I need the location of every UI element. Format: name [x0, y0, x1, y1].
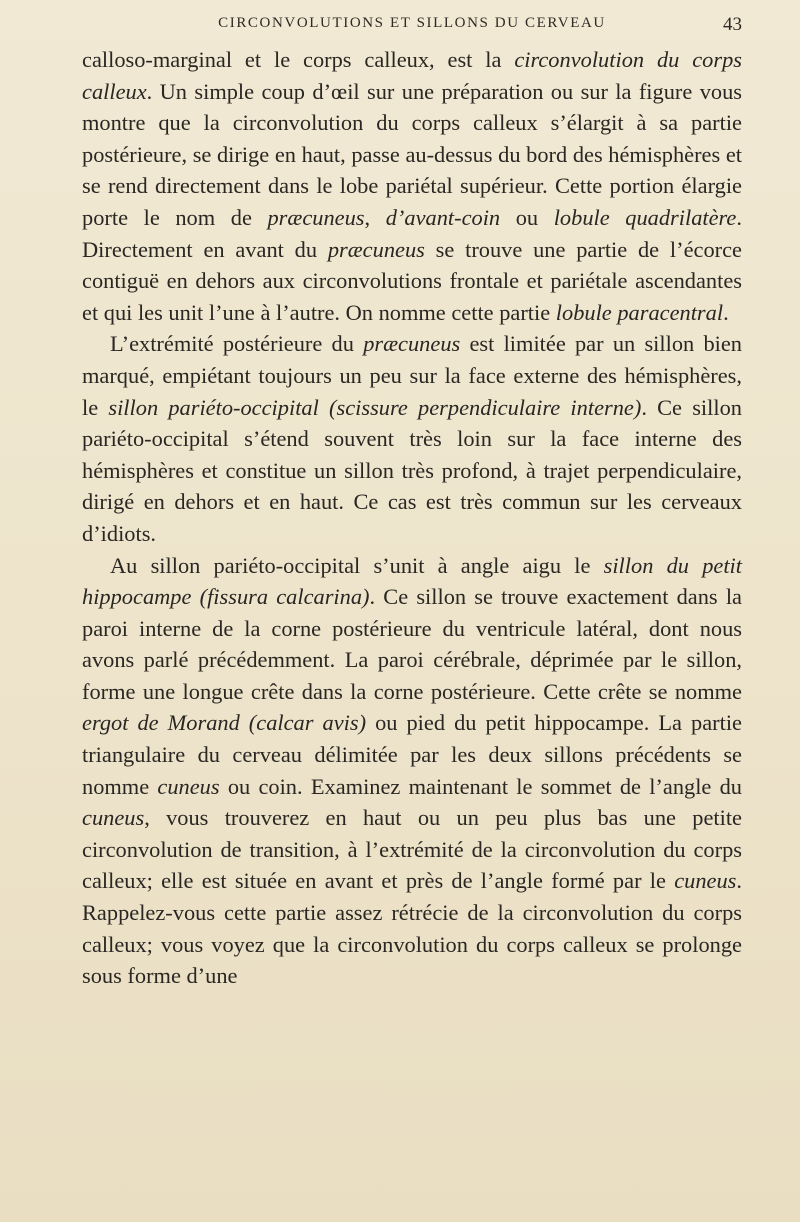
italic-term: lobule quadrilatère — [553, 204, 737, 230]
italic-term: circonvolution du corps calleux — [82, 47, 742, 104]
text-run: ou pied du petit hippocampe. La partie triangulaire du cerveau délimitée par les deux sillons précédents se nomme — [82, 710, 742, 799]
italic-term: sillon pariéto-occipital (scissure perpendiculaire interne) — [108, 394, 642, 420]
italic-term: cuneus — [82, 805, 145, 831]
text-run: , vous trouverez en haut ou un peu plus bas une petite circonvolution de transition, à l’extrémité de la circonvolution du corps calleux; elle est située en avant et près de l’angle formé par le — [82, 805, 742, 894]
italic-term: d’avant-coin — [385, 204, 501, 230]
text-run: . Ce sillon se trouve exactement dans la paroi interne de la corne postérieure du ventricule latéral, dont nous avons parlé précédemment. La paroi cérébrale, déprimée par le sillon, forme une longue crête dans la corne postérieure. Cette crête se nomme — [82, 584, 742, 704]
italic-term: ergot de Morand (calcar avis) — [82, 710, 367, 736]
text-run: , — [364, 204, 386, 230]
italic-term: præcuneus — [363, 331, 461, 357]
paragraph — [82, 550, 742, 992]
paragraph — [82, 44, 742, 328]
text-run: calloso-marginal et le corps calleux, est la — [82, 47, 515, 72]
running-title: CIRCONVOLUTIONS ET SILLONS DU CERVEAU — [218, 15, 606, 31]
text-run: . Rappelez-vous cette partie assez rétrécie de la circonvolution du corps calleux; vous voyez que la circonvolution du corps calleux se prolonge sous forme d’une — [82, 868, 742, 989]
italic-term: lobule paracentral — [555, 299, 724, 325]
body-text — [82, 44, 742, 992]
text-run: ou — [500, 204, 554, 230]
italic-term: præcuneus — [327, 236, 425, 262]
italic-term: cuneus — [674, 868, 737, 894]
running-head — [82, 12, 742, 38]
italic-term: sillon du petit hippocampe (fissura calcarina) — [82, 552, 742, 610]
italic-term: cuneus — [157, 773, 220, 799]
text-run: . Ce sillon pariéto-occipital s’étend souvent très loin sur la face interne des hémisphères et constitue un sillon très profond, à trajet perpendiculaire, dirigé en dehors et en haut. Ce cas est très commun sur les cerveaux d’idiots. — [82, 394, 742, 546]
text-run: se trouve une partie de l’écorce contiguë en dehors aux circonvolutions frontale et pariétale ascendantes et qui les unit l’une à l’autre. On nomme cette partie — [82, 236, 742, 325]
text-run: Au sillon pariéto-occipital s’unit à angle aigu le — [110, 552, 604, 578]
text-run: ou coin. Examinez maintenant le sommet de l’angle du — [219, 773, 742, 799]
text-run: . — [723, 299, 729, 325]
text-run: . Un simple coup d’œil sur une préparation ou sur la figure vous montre que la circonvolution du corps calleux s’élargit à sa partie postérieure, se dirige en haut, passe au-dessus du bord des hémisphères et se rend directement dans le lobe pariétal supérieur. Cette portion élargie porte le nom de — [82, 78, 742, 230]
page-number: 43 — [723, 14, 742, 35]
text-run: . Directement en avant du — [82, 204, 742, 262]
text-run: est limitée par un sillon bien marqué, empiétant toujours un peu sur la face externe des hémisphères, le — [82, 331, 742, 420]
paragraph — [82, 328, 742, 549]
italic-term: præcuneus — [267, 204, 365, 230]
text-run: L’extrémité postérieure du — [110, 331, 364, 357]
